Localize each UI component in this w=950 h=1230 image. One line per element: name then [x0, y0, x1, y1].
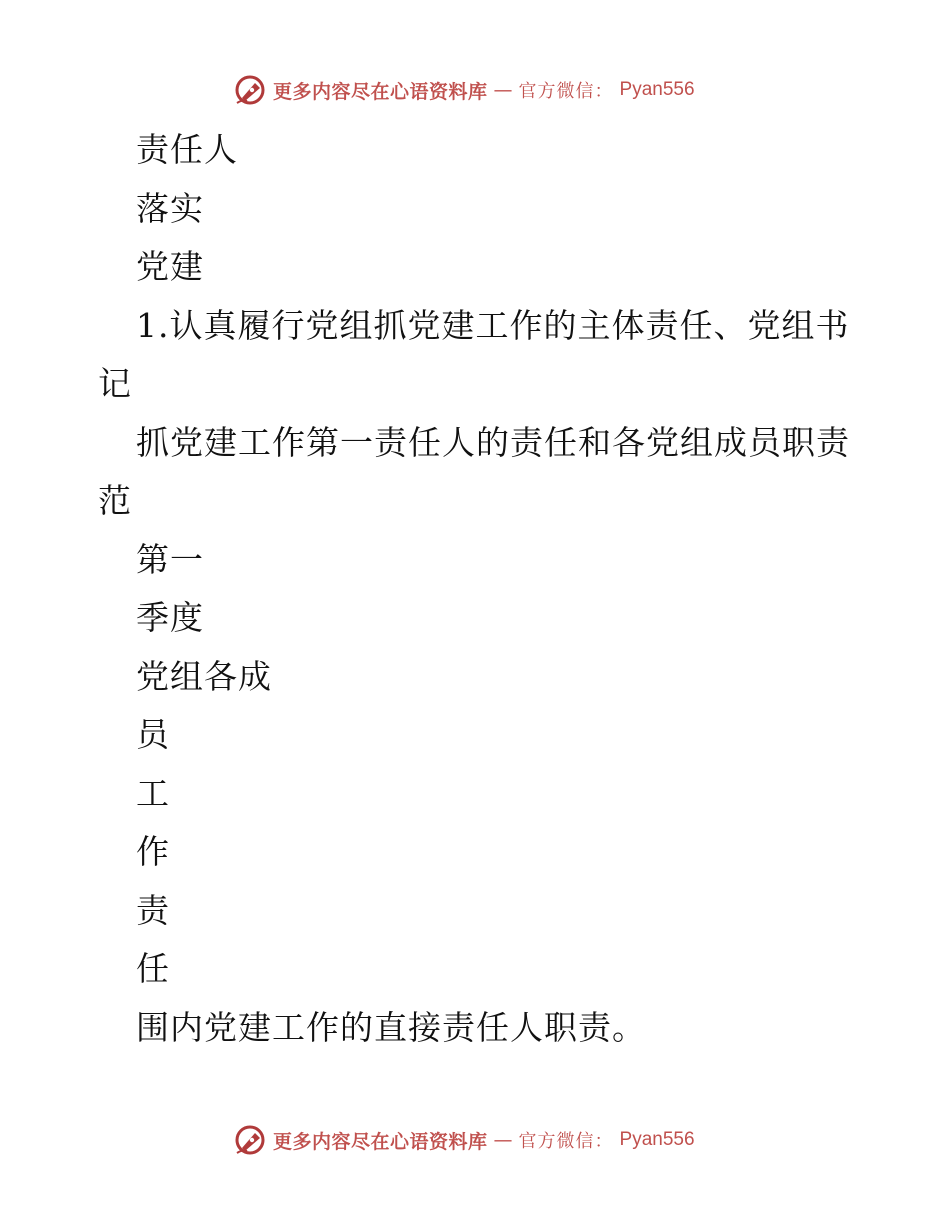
text-line: 作: [136, 832, 170, 871]
text-line: 党建: [136, 247, 204, 286]
banner-wechat-id: Pyan556: [619, 79, 695, 100]
banner-text: 更多内容尽在心语资料库: [273, 80, 488, 103]
pen-nib-logo-icon: [233, 1123, 267, 1157]
text-line-continuation: 记: [98, 364, 132, 403]
text-line: 落实: [136, 188, 204, 228]
banner-wechat-label: 官方微信：: [518, 1131, 614, 1152]
text-line: 1.认真履行党组抓党建工作的主体责任、党组书: [136, 305, 850, 345]
text-line: 第一: [136, 539, 204, 579]
document-body: [98, 121, 858, 1057]
text-line: 责: [136, 890, 170, 930]
banner-separator: —: [493, 79, 513, 101]
banner-wechat-id: Pyan556: [619, 1129, 695, 1150]
header-banner: [233, 72, 695, 108]
text-line: 党组各成: [136, 656, 272, 696]
text-line: 任: [136, 949, 170, 988]
banner-text: 更多内容尽在心语资料库: [273, 1130, 488, 1153]
text-line: 工: [136, 773, 170, 813]
text-line: 围内党建工作的直接责任人职责。: [136, 1007, 646, 1047]
text-line: 责任人: [136, 130, 238, 169]
banner-wechat-label: 官方微信：: [518, 81, 614, 102]
text-line: 抓党建工作第一责任人的责任和各党组成员职责: [136, 422, 850, 462]
text-line: 员: [136, 715, 170, 754]
text-line: 季度: [136, 598, 204, 637]
banner-separator: —: [493, 1129, 513, 1151]
pen-nib-logo-icon: [233, 73, 267, 107]
text-line-continuation: 范: [98, 481, 132, 520]
footer-banner: [233, 1122, 695, 1158]
